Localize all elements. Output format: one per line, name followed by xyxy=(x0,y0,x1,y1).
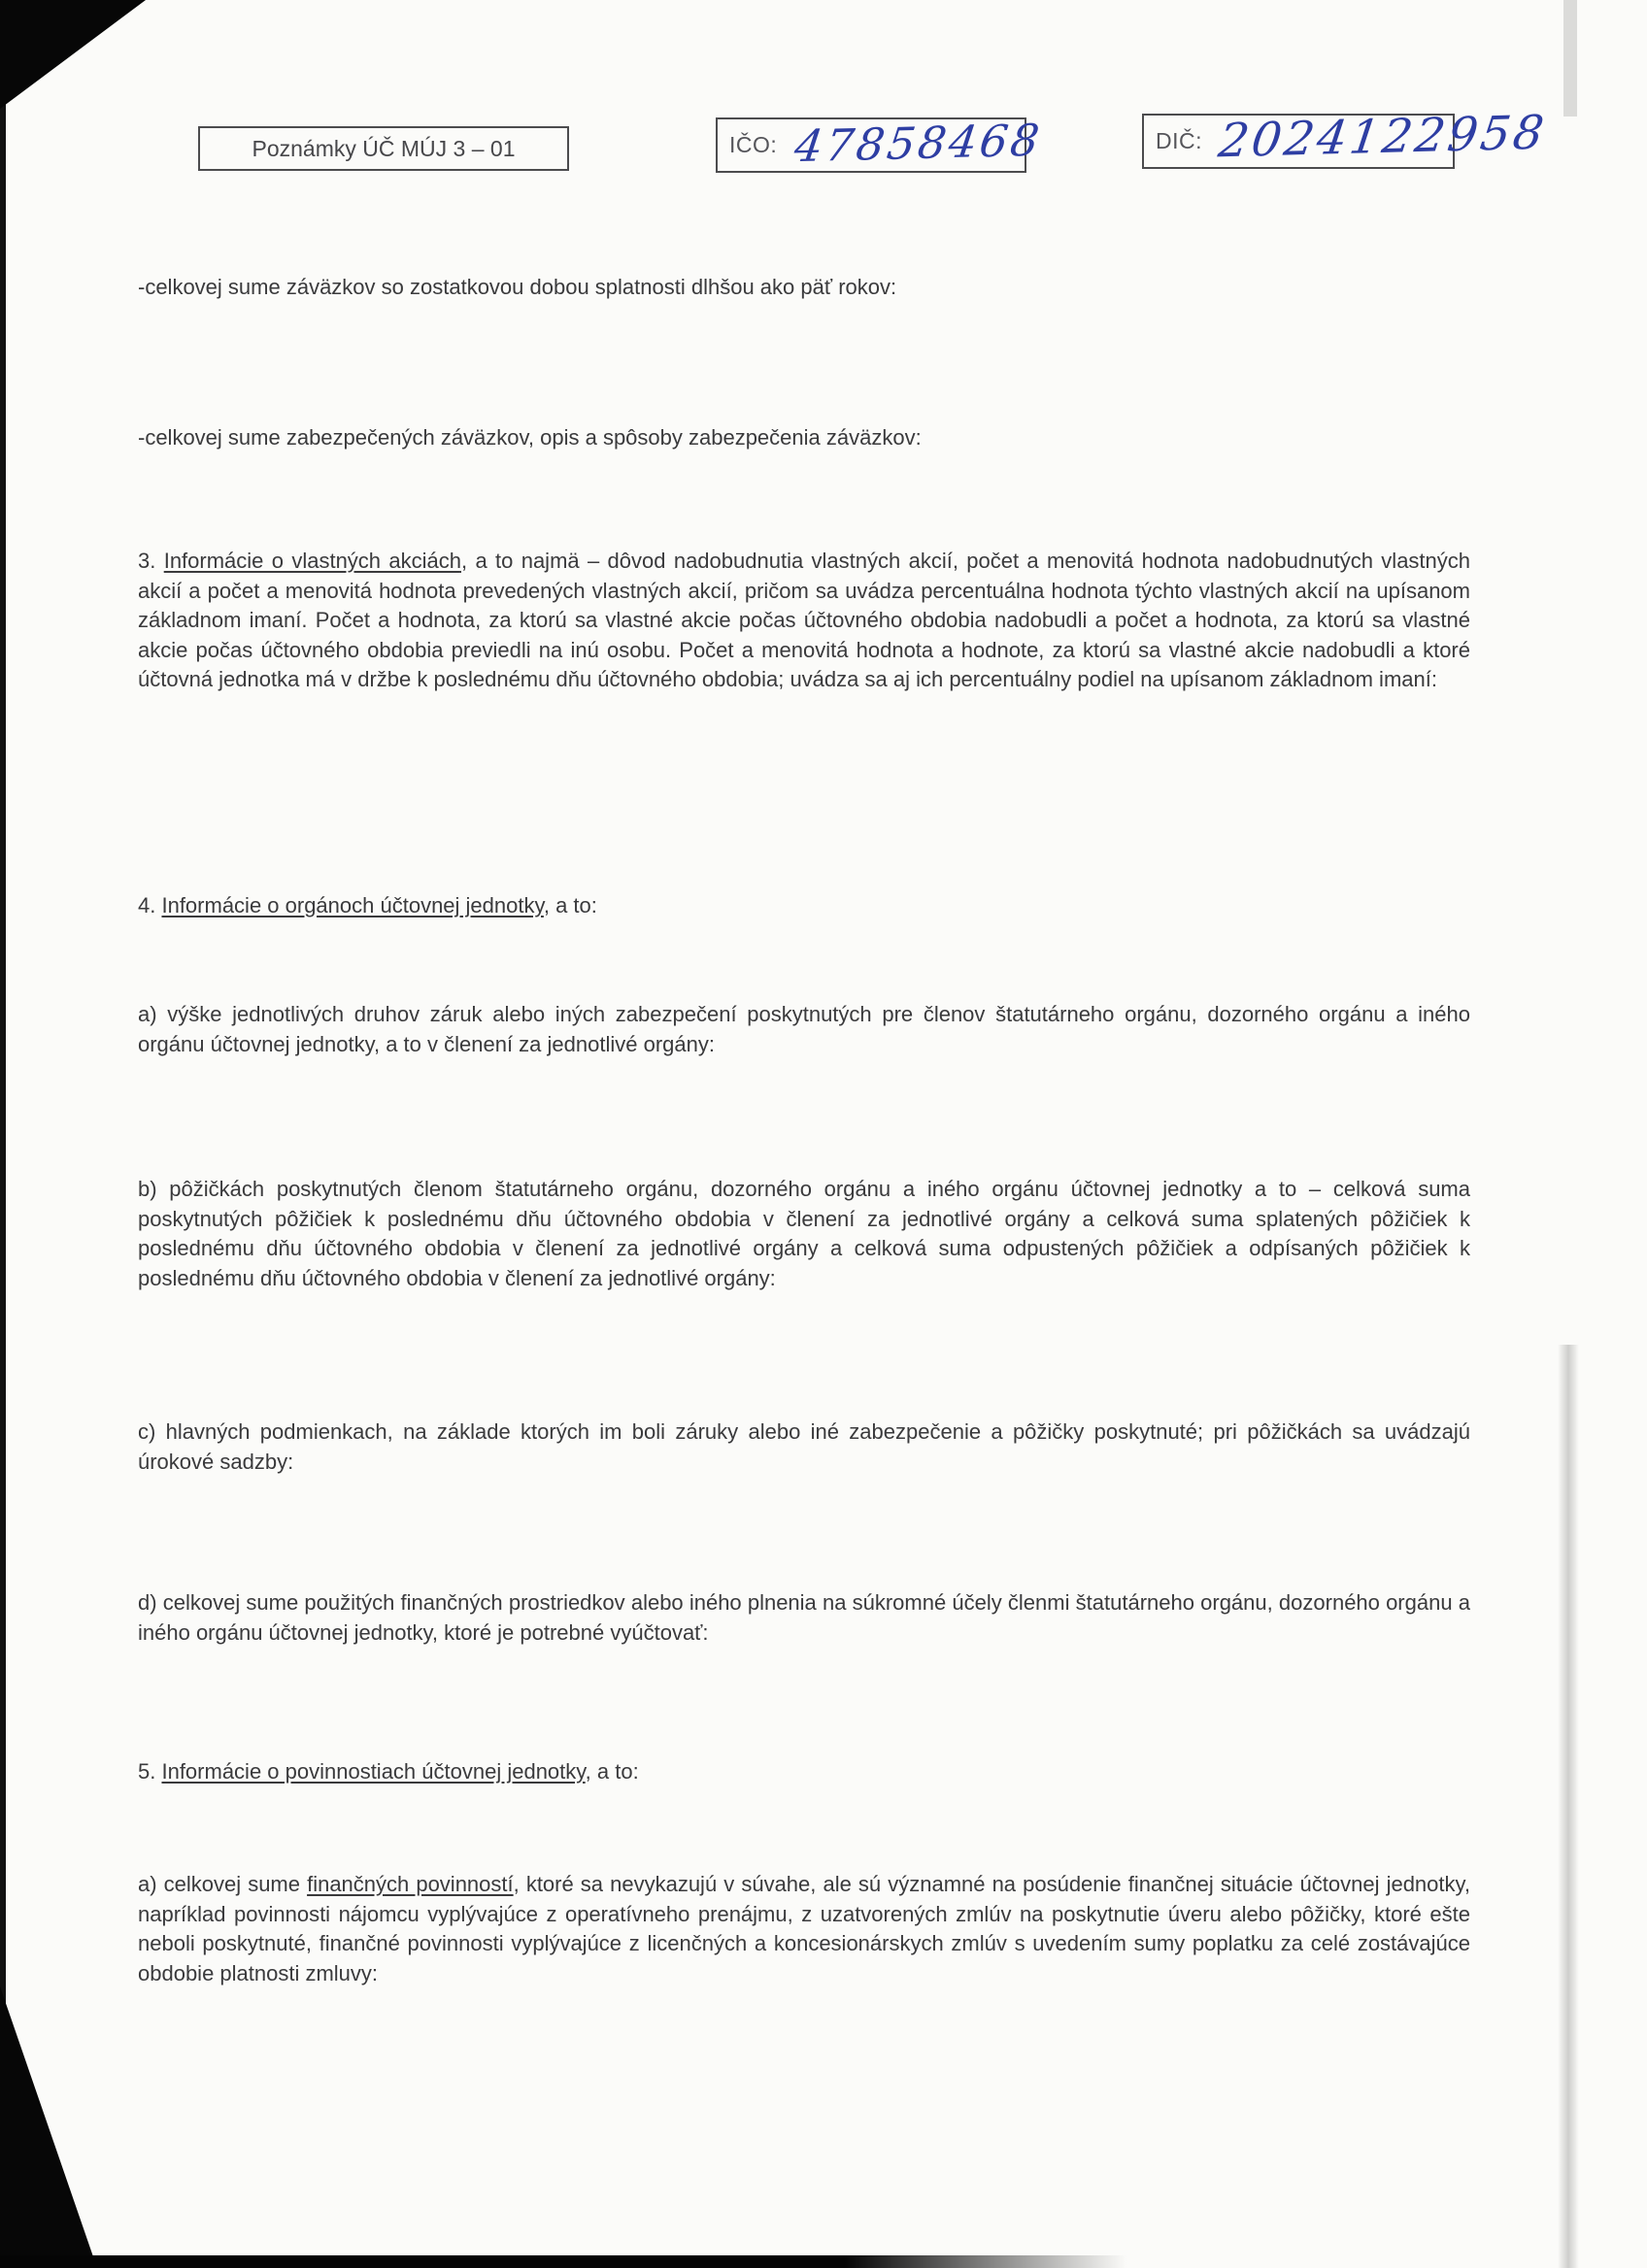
item-4a-guarantees xyxy=(138,1000,1470,1059)
item-4b-loans xyxy=(138,1175,1470,1293)
dic-handwritten-value: 2024122958 xyxy=(1215,105,1550,169)
ico-handwritten-value: 47858468 xyxy=(791,114,1046,173)
item-4b-text: b) pôžičkách poskytnutých členom štatutárneho orgánu, dozorného orgánu a iného orgánu účtovnej jednotky a to – celková suma poskytnutých pôžičiek k poslednému dňu účtovného obdobia v členení za jednotlivé orgány a celková suma splatených pôžičiek k poslednému dňu účtovného obdobia v členení za jednotlivé orgány a celková suma odpustených pôžičiek a odpísaných pôžičiek k poslednému dňu účtovného obdobia v členení za jednotlivé orgány: xyxy=(138,1177,1470,1290)
item-5a-heading: finančných povinností xyxy=(307,1872,514,1896)
section-5-heading: Informácie o povinnostiach účtovnej jednotky xyxy=(161,1759,586,1784)
item-4c-text: c) hlavných podmienkach, na základe ktorých im boli záruky alebo iné zabezpečenie a pôžičky poskytnuté; pri pôžičkách sa uvádzajú úrokové sadzby: xyxy=(138,1419,1470,1474)
section-3-body: , a to najmä – dôvod nadobudnutia vlastných akcií, počet a menovitá hodnota nadobudnutých vlastných akcií a počet a menovitá hodnota prevedených vlastných akcií, pričom sa uvádza percentuálna hodnota týchto vlastných akcií na upísanom základnom imaní. Počet a hodnota, za ktorú sa vlastné akcie počas účtovného obdobia nadobudli a počet a hodnota, za ktorú sa vlastné akcie počas účtovného obdobia previedli na inú osobu. Počet a menovitá hodnota a hodnote, za ktorú sa vlastné akcie nadobudli a ktoré účtovná jednotka má v držbe k poslednému dňu účtovného obdobia; uvádza sa aj ich percentuálny podiel na upísanom základnom imaní: xyxy=(138,549,1471,691)
scan-edge-left xyxy=(0,0,6,2268)
item-4d-private-use-funds xyxy=(138,1588,1470,1648)
note-liabilities-over-five-years-text: -celkovej sume záväzkov so zostatkovou dobou splatnosti dlhšou ako päť rokov: xyxy=(138,275,897,299)
section-3-heading: Informácie o vlastných akciách xyxy=(163,549,461,573)
section-3-own-shares xyxy=(138,547,1470,695)
scan-smudge-right-top xyxy=(1563,0,1577,117)
section-5-body: , a to: xyxy=(585,1759,639,1784)
item-4a-text: a) výške jednotlivých druhov záruk alebo iných zabezpečení poskytnutých pre členov štatutárneho orgánu, dozorného orgánu a iného orgánu účtovnej jednotky, a to v členení za jednotlivé orgány: xyxy=(138,1002,1470,1056)
ico-field-box xyxy=(716,114,1046,173)
form-title: Poznámky ÚČ MÚJ 3 – 01 xyxy=(252,135,516,161)
section-5-obligations xyxy=(138,1757,639,1787)
ico-label: IČO: xyxy=(729,132,778,157)
item-4d-text: d) celkovej sume použitých finančných prostriedkov alebo iného plnenia na súkromné účely členmi štatutárneho orgánu, dozorného orgánu a iného orgánu účtovnej jednotky, ktoré je potrebné vyúčtovať: xyxy=(138,1590,1470,1645)
note-secured-liabilities-text: -celkovej sume zabezpečených záväzkov, opis a spôsoby zabezpečenia záväzkov: xyxy=(138,425,922,450)
item-5a-text: , ktoré sa nevykazujú v súvahe, ale sú významné na posúdenie finančnej situácie účtovnej jednotky, napríklad povinnosti nájomcu vyplývajúce z operatívneho prenájmu, z uzatvorených zmlúv na poskytnutie úveru alebo pôžičky, ktoré ešte neboli poskytnuté, finančné povinnosti vyplývajúce z licenčných a koncesionárskych zmlúv s uvedením sumy poplatku za celé zostávajúce obdobie platnosti zmluvy: xyxy=(138,1872,1470,1985)
scan-corner-bottom-left xyxy=(0,1986,97,2268)
section-4-body: , a to: xyxy=(543,893,597,917)
scan-smudge-right xyxy=(1558,1345,1579,2268)
note-secured-liabilities xyxy=(138,423,922,453)
section-3-number: 3. xyxy=(138,549,164,573)
item-5a-prefix: a) celkovej sume xyxy=(138,1872,308,1896)
item-5a-financial-obligations xyxy=(138,1870,1470,1988)
dic-label: DIČ: xyxy=(1156,128,1202,153)
dic-field-box xyxy=(1142,105,1550,169)
note-liabilities-over-five-years xyxy=(138,273,896,303)
section-4-governing-bodies xyxy=(138,891,597,921)
item-4c-conditions xyxy=(138,1418,1470,1477)
section-4-heading: Informácie o orgánoch účtovnej jednotky xyxy=(161,893,544,917)
section-5-number: 5. xyxy=(138,1759,162,1784)
scan-corner-top-left xyxy=(0,0,146,109)
scan-edge-bottom xyxy=(0,2255,1126,2268)
form-title-box xyxy=(198,126,569,171)
section-4-number: 4. xyxy=(138,893,162,917)
